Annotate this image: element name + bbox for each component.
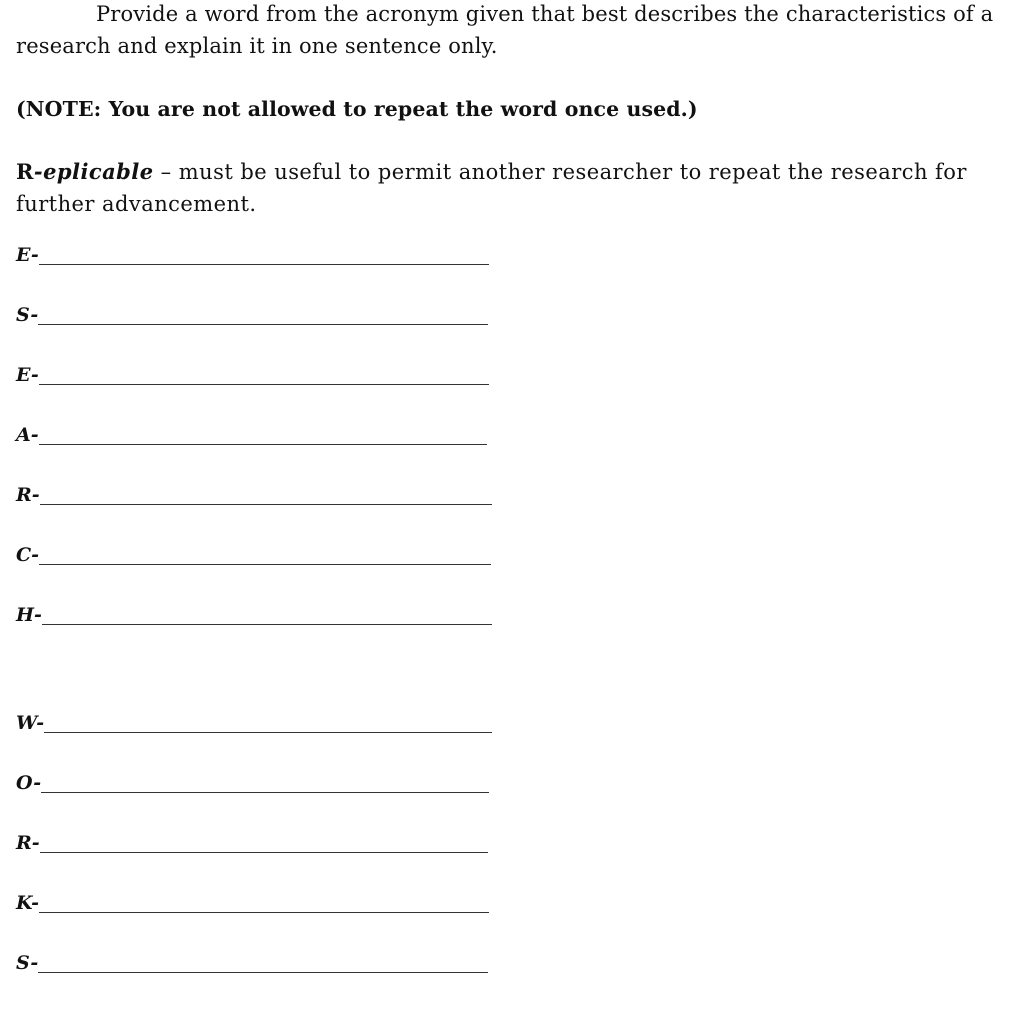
answer-blank-line[interactable] — [41, 792, 489, 793]
acronym-row-s2 — [16, 946, 488, 976]
answer-blank-line[interactable] — [39, 384, 489, 385]
answer-blank-line[interactable] — [38, 972, 488, 973]
acronym-row-w — [16, 706, 492, 736]
example-definition — [16, 156, 1016, 220]
example-definition-text: must be useful to permit another researcher to repeat the research for further advancement. — [16, 160, 967, 216]
acronym-letter: R- — [16, 484, 40, 506]
acronym-row-k — [16, 886, 489, 916]
acronym-row-r2 — [16, 826, 488, 856]
answer-blank-line[interactable] — [39, 912, 489, 913]
acronym-letter: W- — [16, 712, 45, 734]
acronym-row-e1 — [16, 238, 489, 268]
example-dash: – — [153, 160, 179, 184]
answer-blank-line[interactable] — [39, 564, 491, 565]
example-word-rest: -eplicable — [33, 159, 154, 184]
acronym-letter: E- — [16, 364, 39, 386]
note-text: (NOTE: You are not allowed to repeat the word once used.) — [16, 97, 698, 121]
instructions-text: Provide a word from the acronym given that best describes the characteristics of a research and explain it in one sentence only. — [16, 2, 994, 58]
acronym-letter: A- — [16, 424, 39, 446]
acronym-letter: K- — [16, 892, 40, 914]
answer-blank-line[interactable] — [39, 264, 489, 265]
acronym-letter: S- — [16, 304, 39, 326]
acronym-row-o — [16, 766, 489, 796]
answer-blank-line[interactable] — [38, 324, 488, 325]
acronym-letter: H- — [16, 604, 42, 626]
answer-blank-line[interactable] — [39, 444, 487, 445]
acronym-letter: S- — [16, 952, 39, 974]
example-term — [16, 159, 154, 184]
example-letter: R — [16, 159, 34, 184]
acronym-letter: C- — [16, 544, 40, 566]
acronym-letter: E- — [16, 244, 39, 266]
answer-blank-line[interactable] — [40, 504, 492, 505]
acronym-letter: R- — [16, 832, 40, 854]
acronym-row-a — [16, 418, 487, 448]
acronym-row-r1 — [16, 478, 492, 508]
answer-blank-line[interactable] — [42, 624, 492, 625]
acronym-row-s1 — [16, 298, 488, 328]
answer-blank-line[interactable] — [44, 732, 492, 733]
acronym-row-h — [16, 598, 492, 628]
answer-blank-line[interactable] — [40, 852, 488, 853]
acronym-letter: O- — [16, 772, 42, 794]
acronym-row-c — [16, 538, 491, 568]
acronym-row-e2 — [16, 358, 489, 388]
